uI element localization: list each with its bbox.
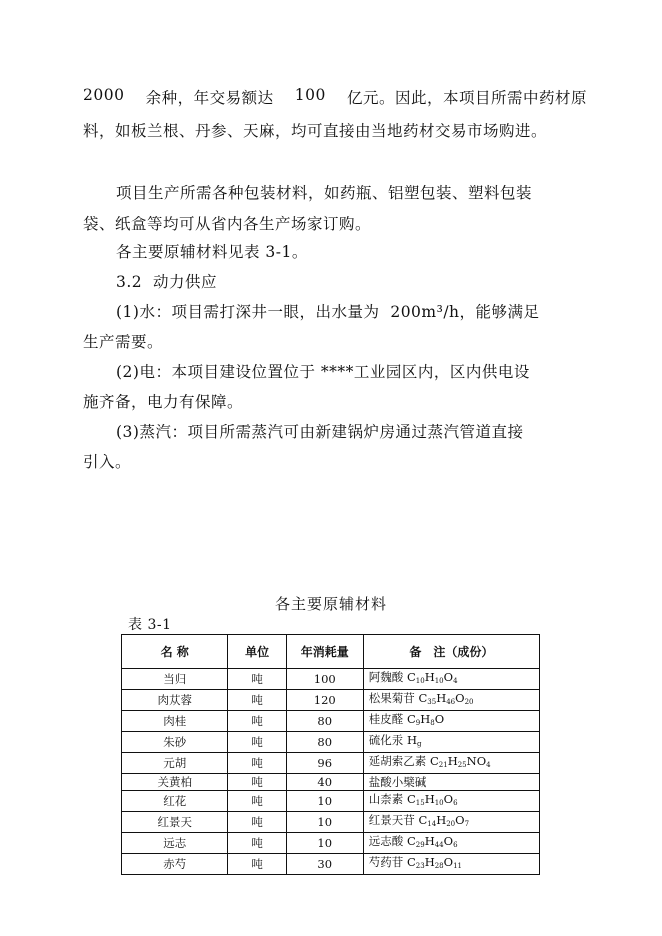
- formula-element: NO: [466, 754, 487, 768]
- cell-unit: 吨: [228, 833, 286, 854]
- formula-subscript: 6: [453, 841, 458, 849]
- paragraph-line: 施齐备，电力有保障。: [83, 393, 244, 411]
- table-row: [122, 690, 540, 711]
- cell-note: [363, 753, 539, 774]
- formula-subscript: 25: [457, 761, 467, 769]
- formula-subscript: 28: [434, 862, 444, 870]
- note-text: 硫化汞: [368, 733, 404, 747]
- formula-element: H: [406, 733, 417, 747]
- formula-subscript: 20: [446, 820, 456, 828]
- header-unit: 单位: [228, 635, 286, 669]
- formula-element: H: [420, 712, 431, 726]
- text-span: 2000: [83, 86, 125, 104]
- formula-subscript: 46: [446, 698, 456, 706]
- formula-element: C: [418, 691, 428, 705]
- note-text: 红景天苷: [368, 813, 415, 827]
- cell-unit: 吨: [228, 732, 286, 753]
- note-text: 松果菊苷: [368, 691, 415, 705]
- cell-unit: 吨: [228, 690, 286, 711]
- table-row: [122, 812, 540, 833]
- formula-subscript: g: [416, 740, 422, 748]
- paragraph-line: 生产需要。: [83, 333, 164, 351]
- cell-qty: 30: [286, 854, 363, 875]
- note-text: 山柰素: [368, 792, 404, 806]
- cell-name: 红景天: [122, 812, 228, 833]
- text-span: 余种，年交易额达: [145, 89, 274, 107]
- paragraph-line: 料，如板兰根、丹参、天麻，均可直接由当地药材交易市场购进。: [83, 122, 548, 140]
- cell-name: 元胡: [122, 753, 228, 774]
- note-text: 芍药苷: [368, 855, 404, 869]
- formula-element: H: [436, 813, 447, 827]
- cell-note: [363, 812, 539, 833]
- formula-subscript: 20: [464, 698, 474, 706]
- formula-element: H: [424, 834, 435, 848]
- table-caption: 各主要原辅材料: [274, 595, 387, 613]
- formula-subscript: 35: [427, 698, 437, 706]
- formula-element: C: [406, 670, 416, 684]
- formula-subscript: 7: [464, 820, 470, 828]
- table-number: 表 3-1: [128, 617, 172, 633]
- heading-number: 3.2: [116, 273, 143, 291]
- formula-subscript: 21: [438, 761, 448, 769]
- cell-note: [363, 669, 539, 690]
- formula-element: H: [447, 754, 458, 768]
- paragraph-line: 各主要原辅材料见表 3-1。: [116, 243, 308, 261]
- formula-element: H: [436, 691, 447, 705]
- formula-subscript: 15: [415, 799, 425, 807]
- header-quantity: 年消耗量: [286, 635, 363, 669]
- table-row: [122, 791, 540, 812]
- formula-subscript: 8: [430, 719, 435, 727]
- text-span: (1)水：项目需打深井一眼，出水量为: [116, 303, 380, 321]
- cell-qty: 100: [286, 669, 363, 690]
- cell-note: [363, 711, 539, 732]
- header-name: 名 称: [122, 635, 228, 669]
- paragraph-line: (3)蒸汽：项目所需蒸汽可由新建锅炉房通过蒸汽管道直接: [116, 423, 524, 441]
- text-span: 亿元。因此，本项目所需中药材原: [346, 89, 587, 107]
- formula-subscript: 10: [415, 677, 425, 685]
- cell-name: 红花: [122, 791, 228, 812]
- formula-subscript: 29: [415, 841, 425, 849]
- formula-element: O: [434, 712, 445, 726]
- formula-element: H: [424, 670, 435, 684]
- cell-unit: 吨: [228, 774, 286, 791]
- cell-note: [363, 690, 539, 711]
- cell-note: [363, 854, 539, 875]
- table-row: [122, 669, 540, 690]
- cell-unit: 吨: [228, 791, 286, 812]
- table-row: [122, 711, 540, 732]
- formula-element: O: [443, 855, 454, 869]
- water-output-unit: m³/h: [421, 303, 460, 321]
- formula-element: C: [406, 834, 416, 848]
- cell-unit: 吨: [228, 753, 286, 774]
- paragraph-line: [116, 300, 540, 322]
- formula-element: O: [455, 813, 465, 827]
- text-span: 100: [294, 86, 326, 104]
- cell-unit: 吨: [228, 854, 286, 875]
- cell-name: 肉苁蓉: [122, 690, 228, 711]
- table-row: [122, 854, 540, 875]
- formula-element: O: [455, 691, 465, 705]
- cell-note: [363, 774, 539, 791]
- table-row: [122, 753, 540, 774]
- note-text: 远志酸: [368, 834, 404, 848]
- formula-subscript: 9: [415, 719, 421, 727]
- water-output-value: 200: [390, 303, 422, 321]
- formula-element: C: [418, 813, 428, 827]
- formula-element: C: [429, 754, 439, 768]
- formula-element: H: [424, 792, 435, 806]
- formula-subscript: 14: [427, 820, 437, 828]
- text-span: ，能够满足: [459, 303, 540, 321]
- paragraph-line: (2)电：本项目建设位置位于 ****工业园区内，区内供电设: [116, 363, 530, 381]
- formula-element: C: [406, 712, 416, 726]
- table-row: [122, 833, 540, 854]
- paragraph-line: [83, 86, 587, 108]
- materials-table: [121, 634, 540, 875]
- paragraph-line: 引入。: [83, 453, 132, 471]
- formula-element: O: [443, 670, 454, 684]
- cell-name: 关黄柏: [122, 774, 228, 791]
- cell-qty: 80: [286, 732, 363, 753]
- formula-subscript: 44: [434, 841, 444, 849]
- paragraph-line: 项目生产所需各种包装材料，如药瓶、铝塑包装、塑料包装: [116, 184, 533, 202]
- cell-qty: 10: [286, 812, 363, 833]
- formula-subscript: 23: [415, 862, 425, 870]
- note-text: 阿魏酸: [368, 670, 404, 684]
- cell-name: 肉桂: [122, 711, 228, 732]
- cell-name: 赤芍: [122, 854, 228, 875]
- formula-element: C: [406, 792, 416, 806]
- cell-unit: 吨: [228, 711, 286, 732]
- table-row: [122, 732, 540, 753]
- formula-element: H: [424, 855, 435, 869]
- cell-qty: 96: [286, 753, 363, 774]
- cell-note: [363, 732, 539, 753]
- table-row: [122, 774, 540, 791]
- cell-qty: 10: [286, 791, 363, 812]
- cell-note: [363, 791, 539, 812]
- table-header-row: [122, 635, 540, 669]
- header-note: 备 注（成份）: [363, 635, 539, 669]
- cell-qty: 120: [286, 690, 363, 711]
- paragraph-line: 袋、纸盒等均可从省内各生产场家订购。: [83, 215, 372, 233]
- cell-unit: 吨: [228, 669, 286, 690]
- formula-element: C: [406, 855, 416, 869]
- formula-subscript: 4: [486, 761, 491, 769]
- cell-qty: 10: [286, 833, 363, 854]
- formula-subscript: 10: [434, 799, 444, 807]
- cell-unit: 吨: [228, 812, 286, 833]
- formula-subscript: 6: [453, 799, 458, 807]
- cell-name: 远志: [122, 833, 228, 854]
- section-heading: [116, 270, 217, 292]
- cell-qty: 40: [286, 774, 363, 791]
- cell-note: [363, 833, 539, 854]
- note-text: 盐酸小檗碱: [368, 775, 427, 789]
- formula-subscript: 10: [434, 677, 444, 685]
- formula-subscript: 11: [453, 862, 462, 870]
- cell-name: 朱砂: [122, 732, 228, 753]
- note-text: 桂皮醛: [368, 712, 404, 726]
- cell-name: 当归: [122, 669, 228, 690]
- formula-element: O: [443, 792, 454, 806]
- heading-text: 动力供应: [153, 273, 218, 291]
- note-text: 延胡索乙素: [368, 754, 427, 768]
- cell-qty: 80: [286, 711, 363, 732]
- formula-subscript: 4: [453, 677, 458, 685]
- formula-element: O: [443, 834, 454, 848]
